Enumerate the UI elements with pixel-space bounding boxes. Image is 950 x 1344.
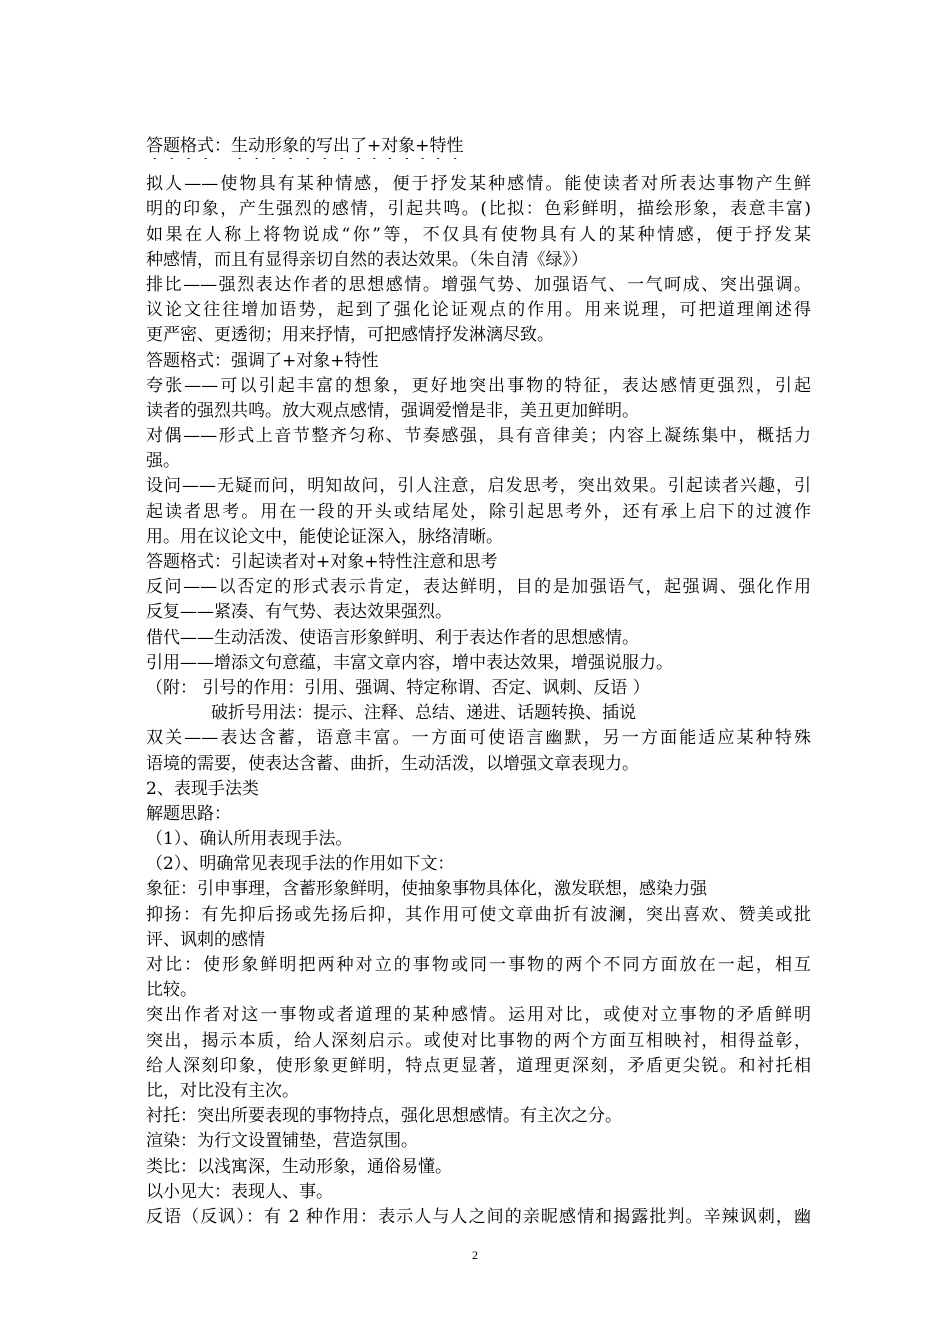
text-line: 如果在人称上将物说成“你”等，不仅具有使物具有人的某种情感，便于抒发某	[146, 224, 811, 245]
page-number: 2	[472, 1248, 478, 1262]
text-line: 类比：以浅寓深，生动形象，通俗易懂。	[146, 1156, 452, 1177]
text-line: 夸张——可以引起丰富的想象，更好地突出事物的特征，表达感情更强烈，引起	[146, 375, 811, 396]
text-line: （1）、确认所用表现手法。	[146, 829, 353, 850]
text-line: 引用——增添文句意蕴，丰富文章内容，增中表达效果，增强说服力。	[146, 652, 673, 673]
text-line: 起读者思考。用在一段的开头或结尾处，除引起思考外，还有承上启下的过渡作	[146, 501, 811, 522]
text-line: 语境的需要，使表达含蓄、曲折，生动活泼，以增强文章表现力。	[146, 753, 639, 774]
appendix-line: （附： 引号的作用：引用、强调、特定称谓、否定、讽刺、反语 ）	[146, 677, 650, 698]
document-body	[146, 134, 811, 1230]
answer-format-line: 答题格式：强调了+对象+特性	[146, 350, 379, 371]
text-line: 对偶——形式上音节整齐匀称、节奏感强，具有音律美；内容上凝练集中，概括力	[146, 426, 811, 447]
text-line: 评、讽刺的感情	[146, 929, 265, 950]
text-line: 排比——强烈表达作者的思想感情。增强气势、加强语气、一气呵成、突出强调。	[146, 274, 811, 295]
text-line: 渲染：为行文设置铺垫，营造氛围。	[146, 1131, 418, 1152]
section-heading: 2、表现手法类	[146, 778, 259, 799]
text-line: 拟人——使物具有某种情感，便于抒发某种感情。能使读者对所表达事物产生鲜	[146, 174, 811, 195]
text-line: 以小见大：表现人、事。	[146, 1181, 333, 1202]
text-line: 突出作者对这一事物或者道理的某种感情。运用对比，或使对立事物的矛盾鲜明	[146, 1005, 811, 1026]
text-line: 议论文往往增加语势，起到了强化论证观点的作用。用来说理，可把道理阐述得	[146, 300, 811, 321]
text-line: 比较。	[146, 980, 197, 1001]
text-line: 反复——紧凑、有气势、表达效果强烈。	[146, 602, 452, 623]
text-line: 突出，揭示本质，给人深刻启示。或使对比事物的两个方面互相映衬，相得益彰，	[146, 1030, 811, 1051]
text-line: 双关——表达含蓄，语意丰富。一方面可使语言幽默，另一方面能适应某种特殊	[146, 728, 811, 749]
text-line: 抑扬：有先抑后扬或先扬后抑，其作用可使文章曲折有波澜，突出喜欢、赞美或批	[146, 904, 811, 925]
text-line: 设问——无疑而问，明知故问，引人注意，启发思考，突出效果。引起读者兴趣，引	[146, 476, 811, 497]
text-line: 对比：使形象鲜明把两种对立的事物或同一事物的两个不同方面放在一起，相互	[146, 955, 811, 975]
text-line: 种感情，而且有显得亲切自然的表达效果。（朱自清《绿》）	[146, 249, 588, 270]
answer-format-line: 答题格式：生动形象的写出了+对象+特性	[146, 136, 464, 156]
text-line: 读者的强烈共鸣。放大观点感情，强调爱憎是非，美丑更加鲜明。	[146, 400, 639, 421]
text-line: 反语（反讽）：有 2 种作用：表示人与人之间的亲昵感情和揭露批判。辛辣讽刺，幽	[146, 1206, 811, 1227]
text-line: 明的印象，产生强烈的感情，引起共鸣。(比拟：色彩鲜明，描绘形象，表意丰富)	[146, 199, 811, 220]
text-line: 衬托：突出所要表现的事物持点，强化思想感情。有主次之分。	[146, 1106, 622, 1127]
text-line: 比，对比没有主次。	[146, 1080, 299, 1101]
appendix-line: 破折号用法：提示、注释、总结、递进、话题转换、插说	[211, 703, 636, 724]
text-line: 反问——以否定的形式表示肯定，表达鲜明，目的是加强语气，起强调、强化作用	[146, 577, 811, 598]
text-line: 更严密、更透彻；用来抒情，可把感情抒发淋漓尽致。	[146, 325, 554, 346]
text-line: 给人深刻印象，使形象更鲜明，特点更显著，道理更深刻，矛盾更尖锐。和衬托相	[146, 1055, 811, 1076]
answer-format-line: 答题格式：引起读者对+对象+特性注意和思考	[146, 552, 498, 572]
text-line: （2）、明确常见表现手法的作用如下文：	[146, 854, 455, 875]
text-line: 用。用在议论文中，能使论证深入，脉络清晰。	[146, 526, 503, 547]
text-line: 借代——生动活泼、使语言形象鲜明、利于表达作者的思想感情。	[146, 627, 639, 648]
text-line: 解题思路：	[146, 803, 231, 824]
text-line: 象征：引申事理，含蓄形象鲜明，使抽象事物具体化，激发联想，感染力强	[146, 879, 707, 900]
text-line: 强。	[146, 451, 180, 472]
